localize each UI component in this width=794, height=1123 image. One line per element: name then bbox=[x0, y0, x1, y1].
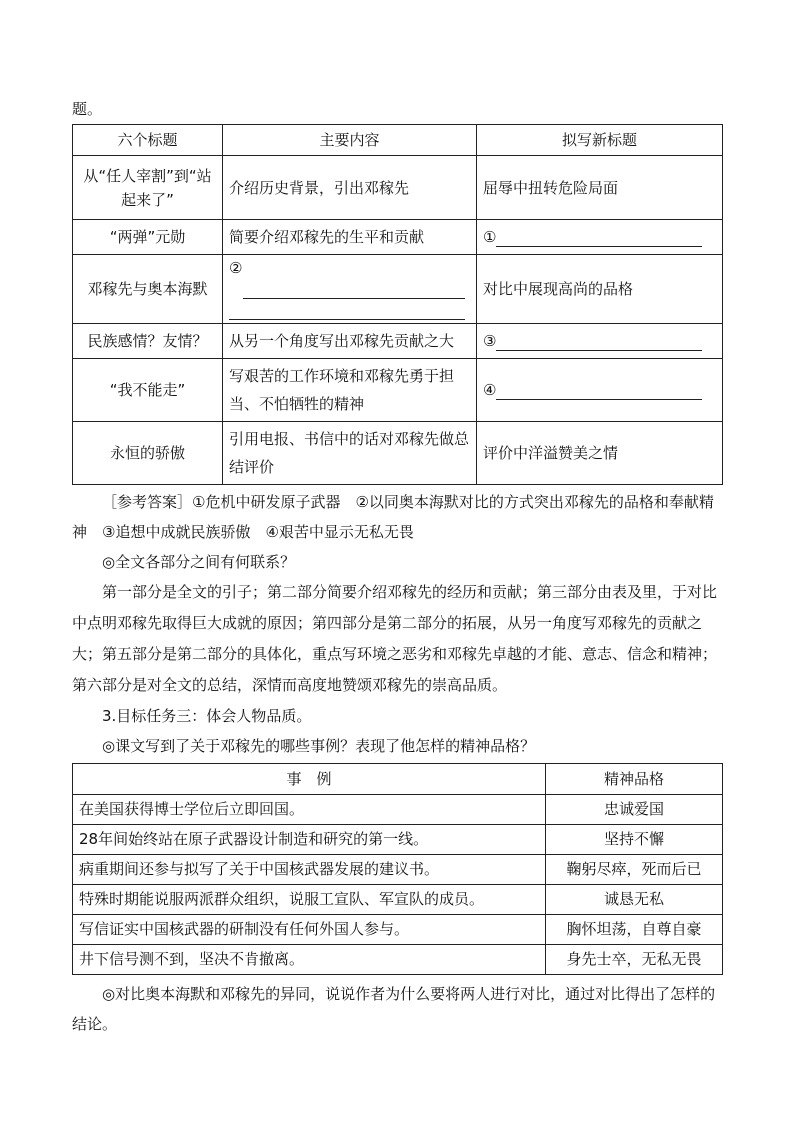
table-row bbox=[73, 220, 723, 255]
section-content: 从另一个角度写出邓稼先贡献之大 bbox=[223, 324, 477, 359]
table-row bbox=[73, 359, 723, 422]
section-title: “我不能走” bbox=[73, 359, 223, 422]
new-title bbox=[477, 220, 723, 255]
table-row bbox=[73, 324, 723, 359]
table-row bbox=[73, 422, 723, 485]
example-cell: 写信证实中国核武器的研制没有任何外国人参与。 bbox=[73, 915, 546, 945]
blank-marker: ① bbox=[483, 228, 497, 246]
example-cell: 特殊时期能说服两派群众组织，说服工宣队、军宣队的成员。 bbox=[73, 885, 546, 915]
quality-cell: 胸怀坦荡，自尊自豪 bbox=[546, 915, 723, 945]
fill-blank-line bbox=[243, 280, 465, 299]
section-content bbox=[223, 255, 477, 324]
lead-text: 题。 bbox=[72, 100, 103, 118]
question-2: ◎课文写到了关于邓稼先的哪些事例？表现了他怎样的精神品格？ bbox=[102, 737, 536, 755]
table-header-row bbox=[73, 764, 723, 795]
section-title: 民族感情？友情？ bbox=[73, 324, 223, 359]
example-cell: 井下信号测不到，坚决不肯撤离。 bbox=[73, 945, 546, 975]
section-title: 从“任人宰割”到“站起来了” bbox=[73, 156, 223, 220]
section-content: 介绍历史背景，引出邓稼先 bbox=[223, 156, 477, 220]
new-title: 屈辱中扭转危险局面 bbox=[477, 156, 723, 220]
quality-cell: 忠诚爱国 bbox=[546, 795, 723, 825]
answer-paragraph-1: 第一部分是全文的引子；第二部分简要介绍邓稼先的经历和贡献；第三部分由表及里，于对比中点明邓稼先取得巨大成就的原因；第四部分是第二部分的拓展，从另一角度写邓稼先的贡献之大；第五部分是第二部分的具体化，重点写环境之恶劣和邓稼先卓越的才能、意志、信念和精神；第六部分是对全文的总结，深情而高度地赞颂邓稼先的崇高品质。 bbox=[72, 583, 718, 694]
document-page bbox=[72, 94, 722, 1039]
column-header: 拟写新标题 bbox=[477, 125, 723, 156]
table-row bbox=[73, 156, 723, 220]
task-heading: 3.目标任务三：体会人物品质。 bbox=[102, 707, 312, 725]
quality-cell: 诚恳无私 bbox=[546, 885, 723, 915]
new-title: 对比中展现高尚的品格 bbox=[477, 255, 723, 324]
quality-cell: 身先士卒，无私无畏 bbox=[546, 945, 723, 975]
section-content: 引用电报、书信中的话对邓稼先做总结评价 bbox=[223, 422, 477, 485]
table-row bbox=[73, 855, 723, 885]
blank-marker: ④ bbox=[483, 381, 497, 399]
section-title: 邓稼先与奥本海默 bbox=[73, 255, 223, 324]
column-header: 事 例 bbox=[73, 764, 546, 795]
fill-blank-line bbox=[496, 332, 702, 351]
column-header: 六个标题 bbox=[73, 125, 223, 156]
examples-table bbox=[72, 763, 723, 975]
answer-paragraph: ［参考答案］①危机中研发原子武器 ②以同奥本海默对比的方式突出邓稼先的品格和奉献精神 ③追想中成就民族骄傲 ④艰苦中显示无私无畏 bbox=[72, 493, 714, 541]
blank-marker: ③ bbox=[483, 332, 497, 350]
table-header-row bbox=[73, 125, 723, 156]
section-content: 简要介绍邓稼先的生平和贡献 bbox=[223, 220, 477, 255]
table-row bbox=[73, 255, 723, 324]
new-title: 评价中洋溢赞美之情 bbox=[477, 422, 723, 485]
new-title bbox=[477, 359, 723, 422]
table-row bbox=[73, 915, 723, 945]
example-cell: 28年间始终站在原子武器设计制造和研究的第一线。 bbox=[73, 825, 546, 855]
fill-blank-line bbox=[496, 381, 702, 400]
titles-table bbox=[72, 124, 723, 485]
section-title: 永恒的骄傲 bbox=[73, 422, 223, 485]
section-title: “两弹”元勋 bbox=[73, 220, 223, 255]
table-row bbox=[73, 795, 723, 825]
table-row bbox=[73, 945, 723, 975]
example-cell: 在美国获得博士学位后立即回国。 bbox=[73, 795, 546, 825]
section-content: 写艰苦的工作环境和邓稼先勇于担当、不怕牺牲的精神 bbox=[223, 359, 477, 422]
quality-cell: 坚持不懈 bbox=[546, 825, 723, 855]
column-header: 精神品格 bbox=[546, 764, 723, 795]
question-1: ◎全文各部分之间有何联系？ bbox=[102, 553, 296, 571]
blank-marker: ② bbox=[229, 259, 243, 277]
new-title bbox=[477, 324, 723, 359]
table-row bbox=[73, 885, 723, 915]
fill-blank-line bbox=[229, 301, 465, 320]
column-header: 主要内容 bbox=[223, 125, 477, 156]
example-cell: 病重期间还参与拟写了关于中国核武器发展的建议书。 bbox=[73, 855, 546, 885]
quality-cell: 鞠躬尽瘁，死而后已 bbox=[546, 855, 723, 885]
fill-blank-line bbox=[496, 228, 702, 247]
question-3: ◎对比奥本海默和邓稼先的异同，说说作者为什么要将两人进行对比，通过对比得出了怎样的结论。 bbox=[72, 985, 716, 1033]
table-row bbox=[73, 825, 723, 855]
